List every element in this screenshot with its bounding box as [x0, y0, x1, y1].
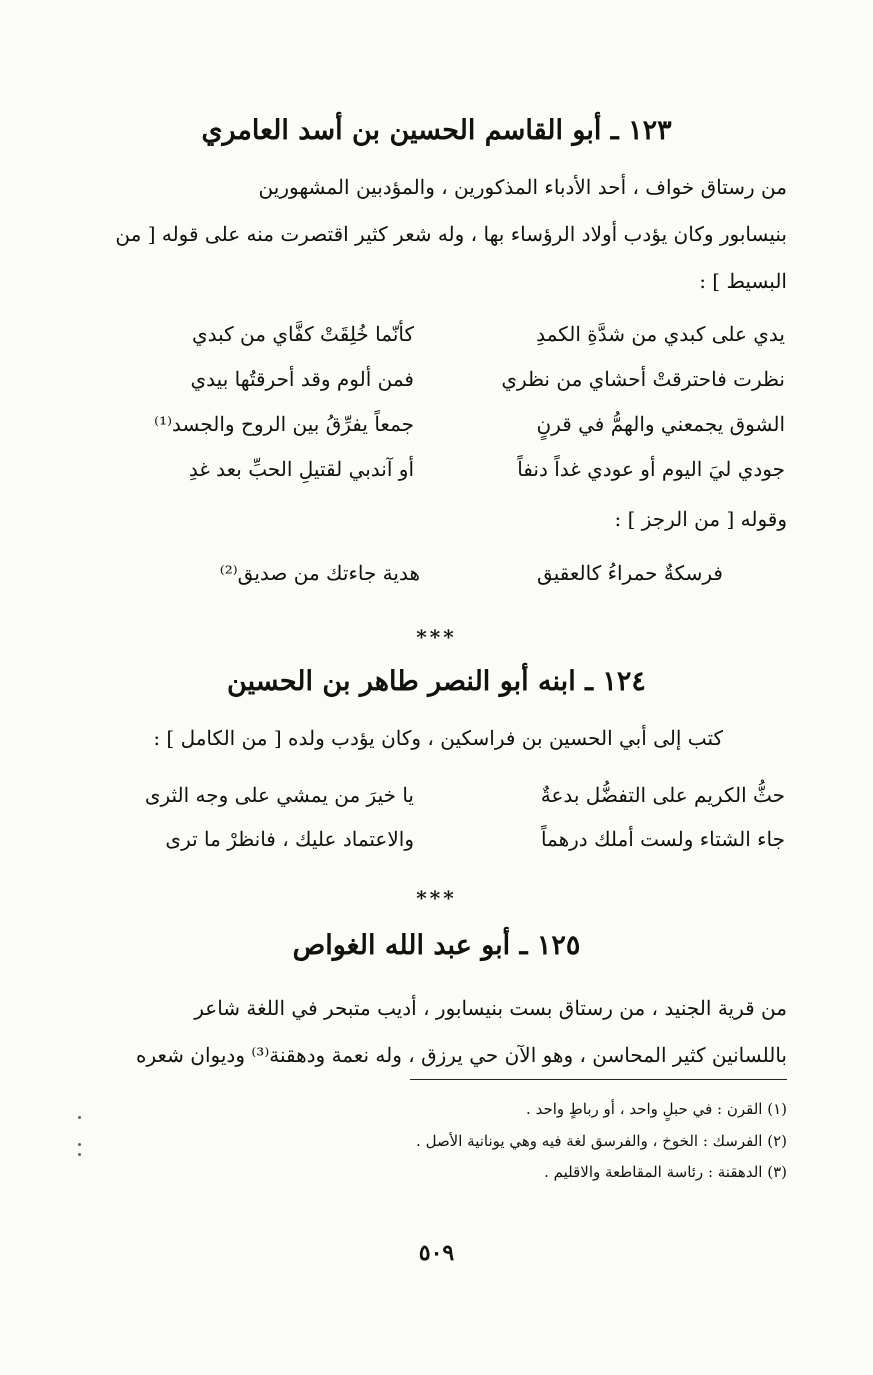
verse-second-hemistich: فمن ألوم وقد أحرقتُها بيدي — [190, 367, 414, 391]
verse-first-hemistich: جودي ليَ اليوم أو عودي غداً دنفاً — [517, 457, 785, 481]
verse-first-hemistich: يدي على كبدي من شدَّةِ الكمدِ — [536, 322, 785, 346]
intro-line: من قرية الجنيد ، من رستاق بست بنيسابور ، أديب متبحر في اللغة شاعر — [194, 996, 787, 1020]
verse-second-hemistich: هدية جاءتك من صديق⁽²⁾ — [219, 561, 420, 585]
verse-line — [84, 772, 785, 819]
verse-line — [84, 816, 785, 863]
intro-line: وقوله [ من الرجز ] : — [614, 507, 787, 531]
verse-second-hemistich: أو آندبي لقتيلِ الحبِّ بعد غدِ — [188, 457, 414, 481]
verse-first-hemistich: فرسكةٌ حمراءُ كالعقيق — [537, 561, 723, 585]
verse-first-hemistich: نظرت فاحترقتْ أحشاي من نظري — [501, 367, 785, 391]
paper-speck — [78, 1153, 81, 1156]
rajaz-verse — [140, 550, 723, 597]
intro-line: كتب إلى أبي الحسين بن فراسكين ، وكان يؤدب ولده [ من الكامل ] : — [153, 726, 723, 750]
intro-line: البسيط ] : — [699, 269, 787, 293]
verse-line — [84, 311, 785, 358]
verse-second-hemistich: يا خيرَ من يمشي على وجه الثرى — [144, 783, 414, 807]
verse-second-hemistich: والاعتماد عليك ، فانظرْ ما ترى — [165, 827, 414, 851]
footnote: (٢) الفرسك : الخوخ ، والفرسق لغة فيه وهي يونانية الأصل . — [416, 1132, 787, 1150]
page-number: ٥٠٩ — [418, 1240, 455, 1266]
entry-124-intro — [84, 715, 723, 762]
footnote: (١) القرن : في حبلٍ واحد ، أو رباطٍ واحد . — [526, 1100, 787, 1118]
intro-line: بنيسابور وكان يؤدب أولاد الرؤساء بها ، وله شعر كثير اقتصرت منه على قوله [ من — [115, 222, 787, 246]
verse-line — [84, 356, 785, 403]
footnote: (٣) الدهقنة : رئاسة المقاطعة والاقليم . — [544, 1163, 787, 1181]
verse-second-hemistich: كأنّما خُلِقَتْ كفَّاي من كبدي — [191, 322, 414, 346]
intro-line: من رستاق خواف ، أحد الأدباء المذكورين ، والمؤدبين المشهورين — [258, 175, 787, 199]
entry-125-intro — [84, 985, 787, 1079]
entry-124-title: ١٢٤ ـ ابنه أبو النصر طاهر بن الحسين — [227, 666, 646, 697]
intro-line: باللسانين كثير المحاسن ، وهو الآن حي يرزق ، وله نعمة ودهقنة⁽³⁾ وديوان شعره — [136, 1043, 787, 1067]
paper-speck — [78, 1143, 81, 1146]
entry-123-title: ١٢٣ ـ أبو القاسم الحسين بن أسد العامري — [201, 115, 672, 146]
entry-123-rajaz-intro — [84, 496, 787, 543]
section-separator: *** — [416, 886, 457, 910]
paper-speck — [78, 1116, 81, 1119]
verse-first-hemistich: الشوق يجمعني والهمُّ في قرنٍ — [536, 412, 785, 436]
verse-line — [84, 446, 785, 493]
entry-125-title: ١٢٥ ـ أبو عبد الله الغواص — [292, 930, 581, 961]
entry-123-intro — [84, 164, 787, 305]
verse-line — [84, 401, 785, 448]
verse-second-hemistich: جمعاً يفرِّقُ بين الروح والجسد⁽¹⁾ — [154, 412, 414, 436]
section-separator: *** — [416, 625, 457, 649]
footnote-rule — [410, 1079, 787, 1080]
verse-first-hemistich: جاء الشتاء ولست أملك درهماً — [540, 827, 785, 851]
verse-first-hemistich: حثُّ الكريم على التفضُّل بدعةٌ — [540, 783, 785, 807]
